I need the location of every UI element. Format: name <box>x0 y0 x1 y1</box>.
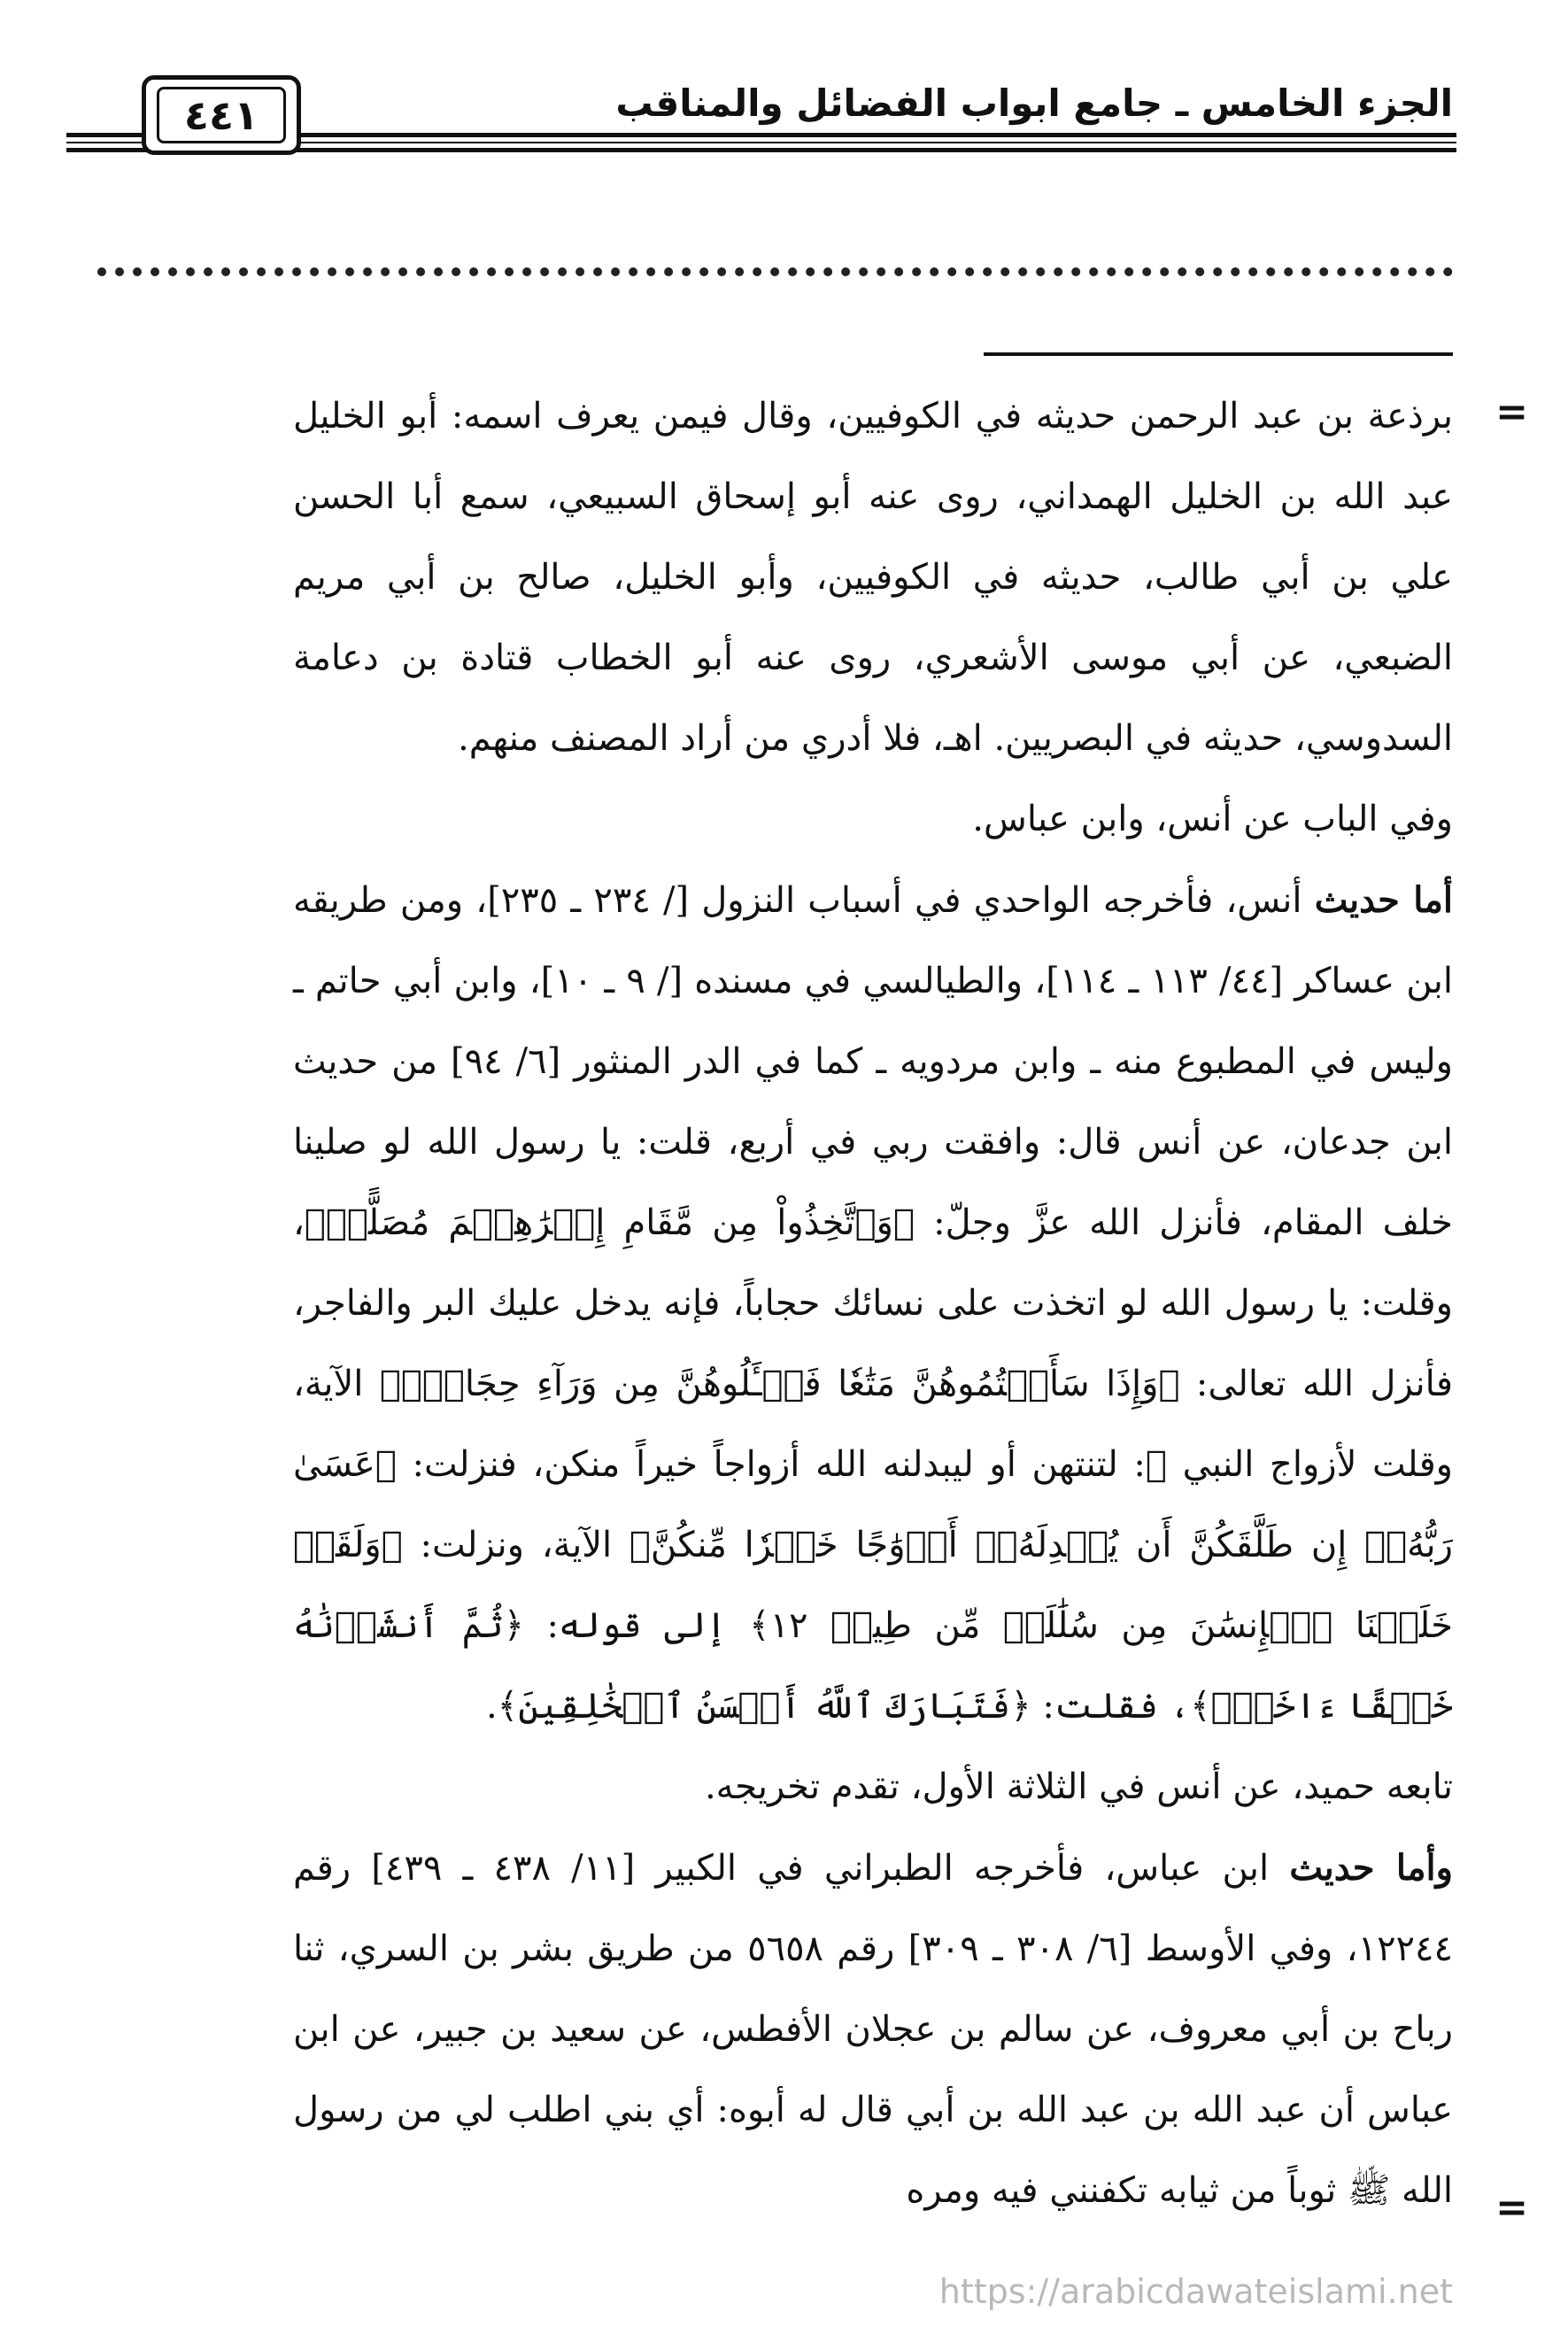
ellipsis-separator <box>97 250 1453 276</box>
footnote-text <box>293 376 1453 2231</box>
page-header <box>0 0 1568 168</box>
paragraph-1: برذعة بن عبد الرحمن حديثه في الكوفيين، وقال فيمن يعرف اسمه: أبو الخليل عبد الله بن الخليل الهمداني، روى عنه أبو إسحاق السبيعي، سمع أبا الحسن علي بن أبي طالب، حديثه في الكوفيين، وأبو الخليل، صالح بن أبي مريم الضبعي، عن أبي موسى الأشعري، روى عنه أبو الخطاب قتادة بن دعامة السدوسي، حديثه في البصريين. اهـ، فلا أدري من أراد المصنف منهم. <box>293 396 1453 759</box>
continuation-marker-top: = <box>1495 390 1528 435</box>
continuation-marker-bottom: = <box>1495 2185 1528 2230</box>
page-number: ٤٤١ <box>157 87 286 143</box>
paragraph-3 <box>293 860 1453 1747</box>
paragraph-3-text: أنس، فأخرجه الواحدي في أسباب النزول [/ ٢٣٤ ـ ٢٣٥]، ومن طريقه ابن عساكر [٤٤/ ١١٣ ـ ١١٤]، والطيالسي في مسنده [/ ٩ ـ ١٠]، وابن أبي حاتم ـ وليس في المطبوع منه ـ وابن مردويه ـ كما في الدر المنثور [٦/ ٩٤] من حديث ابن جدعان، عن أنس قال: وافقت ربي في أربع، قلت: يا رسول الله لو صلينا خلف المقام، فأنزل الله عزَّ وجلّ: ﴿وَٱتَّخِذُواْ مِن مَّقَامِ إِبۡرَٰهِـۧمَ مُصَلًّىۖ﴾، وقلت: يا رسول الله لو اتخذت على نسائك حجاباً، فإنه يدخل عليك البر والفاجر، فأنزل الله تعالى: ﴿وَإِذَا سَأَلۡتُمُوهُنَّ مَتَٰعٗا فَسۡـَٔلُوهُنَّ مِن وَرَآءِ حِجَابٖۚ﴾ الآية، وقلت لأزواج النبي ﷺ: لتنتهن أو ليبدلنه الله أزواجاً خيراً منكن، فنزلت: ﴿عَسَىٰ رَبُّهُۥٓ إِن طَلَّقَكُنَّ أَن يُبۡدِلَهُۥٓ أَزۡوَٰجًا خَيۡرٗا مِّنكُنَّ﴾ الآية، ونزلت: ﴿وَلَقَدۡ خَلَقۡنَا ٱلۡإِنسَٰنَ مِن سُلَٰلَةٖ مِّن طِينٖ ١٢﴾ إلى قوله: ﴿ثُمَّ أَنشَأۡنَٰهُ خَلۡقًا ءَاخَرَۚ﴾، فقلت: ﴿فَتَبَارَكَ ٱللَّهُ أَحۡسَنُ ٱلۡخَٰلِقِينَ﴾. <box>293 880 1454 1727</box>
paragraph-5-text: ابن عباس، فأخرجه الطبراني في الكبير [١١/ ٤٣٨ ـ ٤٣٩] رقم ١٢٢٤٤، وفي الأوسط [٦/ ٣٠٨ ـ ٣٠٩] رقم ٥٦٥٨ من طريق بشر بن السري، ثنا رباح بن أبي معروف، عن سالم بن عجلان الأفطس، عن سعيد بن جبير، عن ابن عباس أن عبد الله بن عبد الله بن أبي قال له أبوه: أي بني اطلب لي من رسول الله ﷺ ثوباً من ثيابه تكفنني فيه ومره <box>293 1848 1453 2211</box>
paragraph-5 <box>293 1828 1453 2231</box>
watermark-url: https://arabicdawateislami.net <box>938 2272 1453 2311</box>
paragraph-5-lead: وأما حديث <box>1289 1847 1453 1889</box>
paragraph-4: تابعه حميد، عن أنس في الثلاثة الأول، تقدم تخريجه. <box>704 1766 1453 1807</box>
page-number-box <box>142 75 301 155</box>
paragraph-3-lead: أما حديث <box>1314 879 1453 921</box>
paragraph-2: وفي الباب عن أنس، وابن عباس. <box>972 799 1453 839</box>
running-title: الجزء الخامس ـ جامع ابواب الفضائل والمناقب <box>615 81 1453 125</box>
footnote-rule <box>984 352 1453 356</box>
